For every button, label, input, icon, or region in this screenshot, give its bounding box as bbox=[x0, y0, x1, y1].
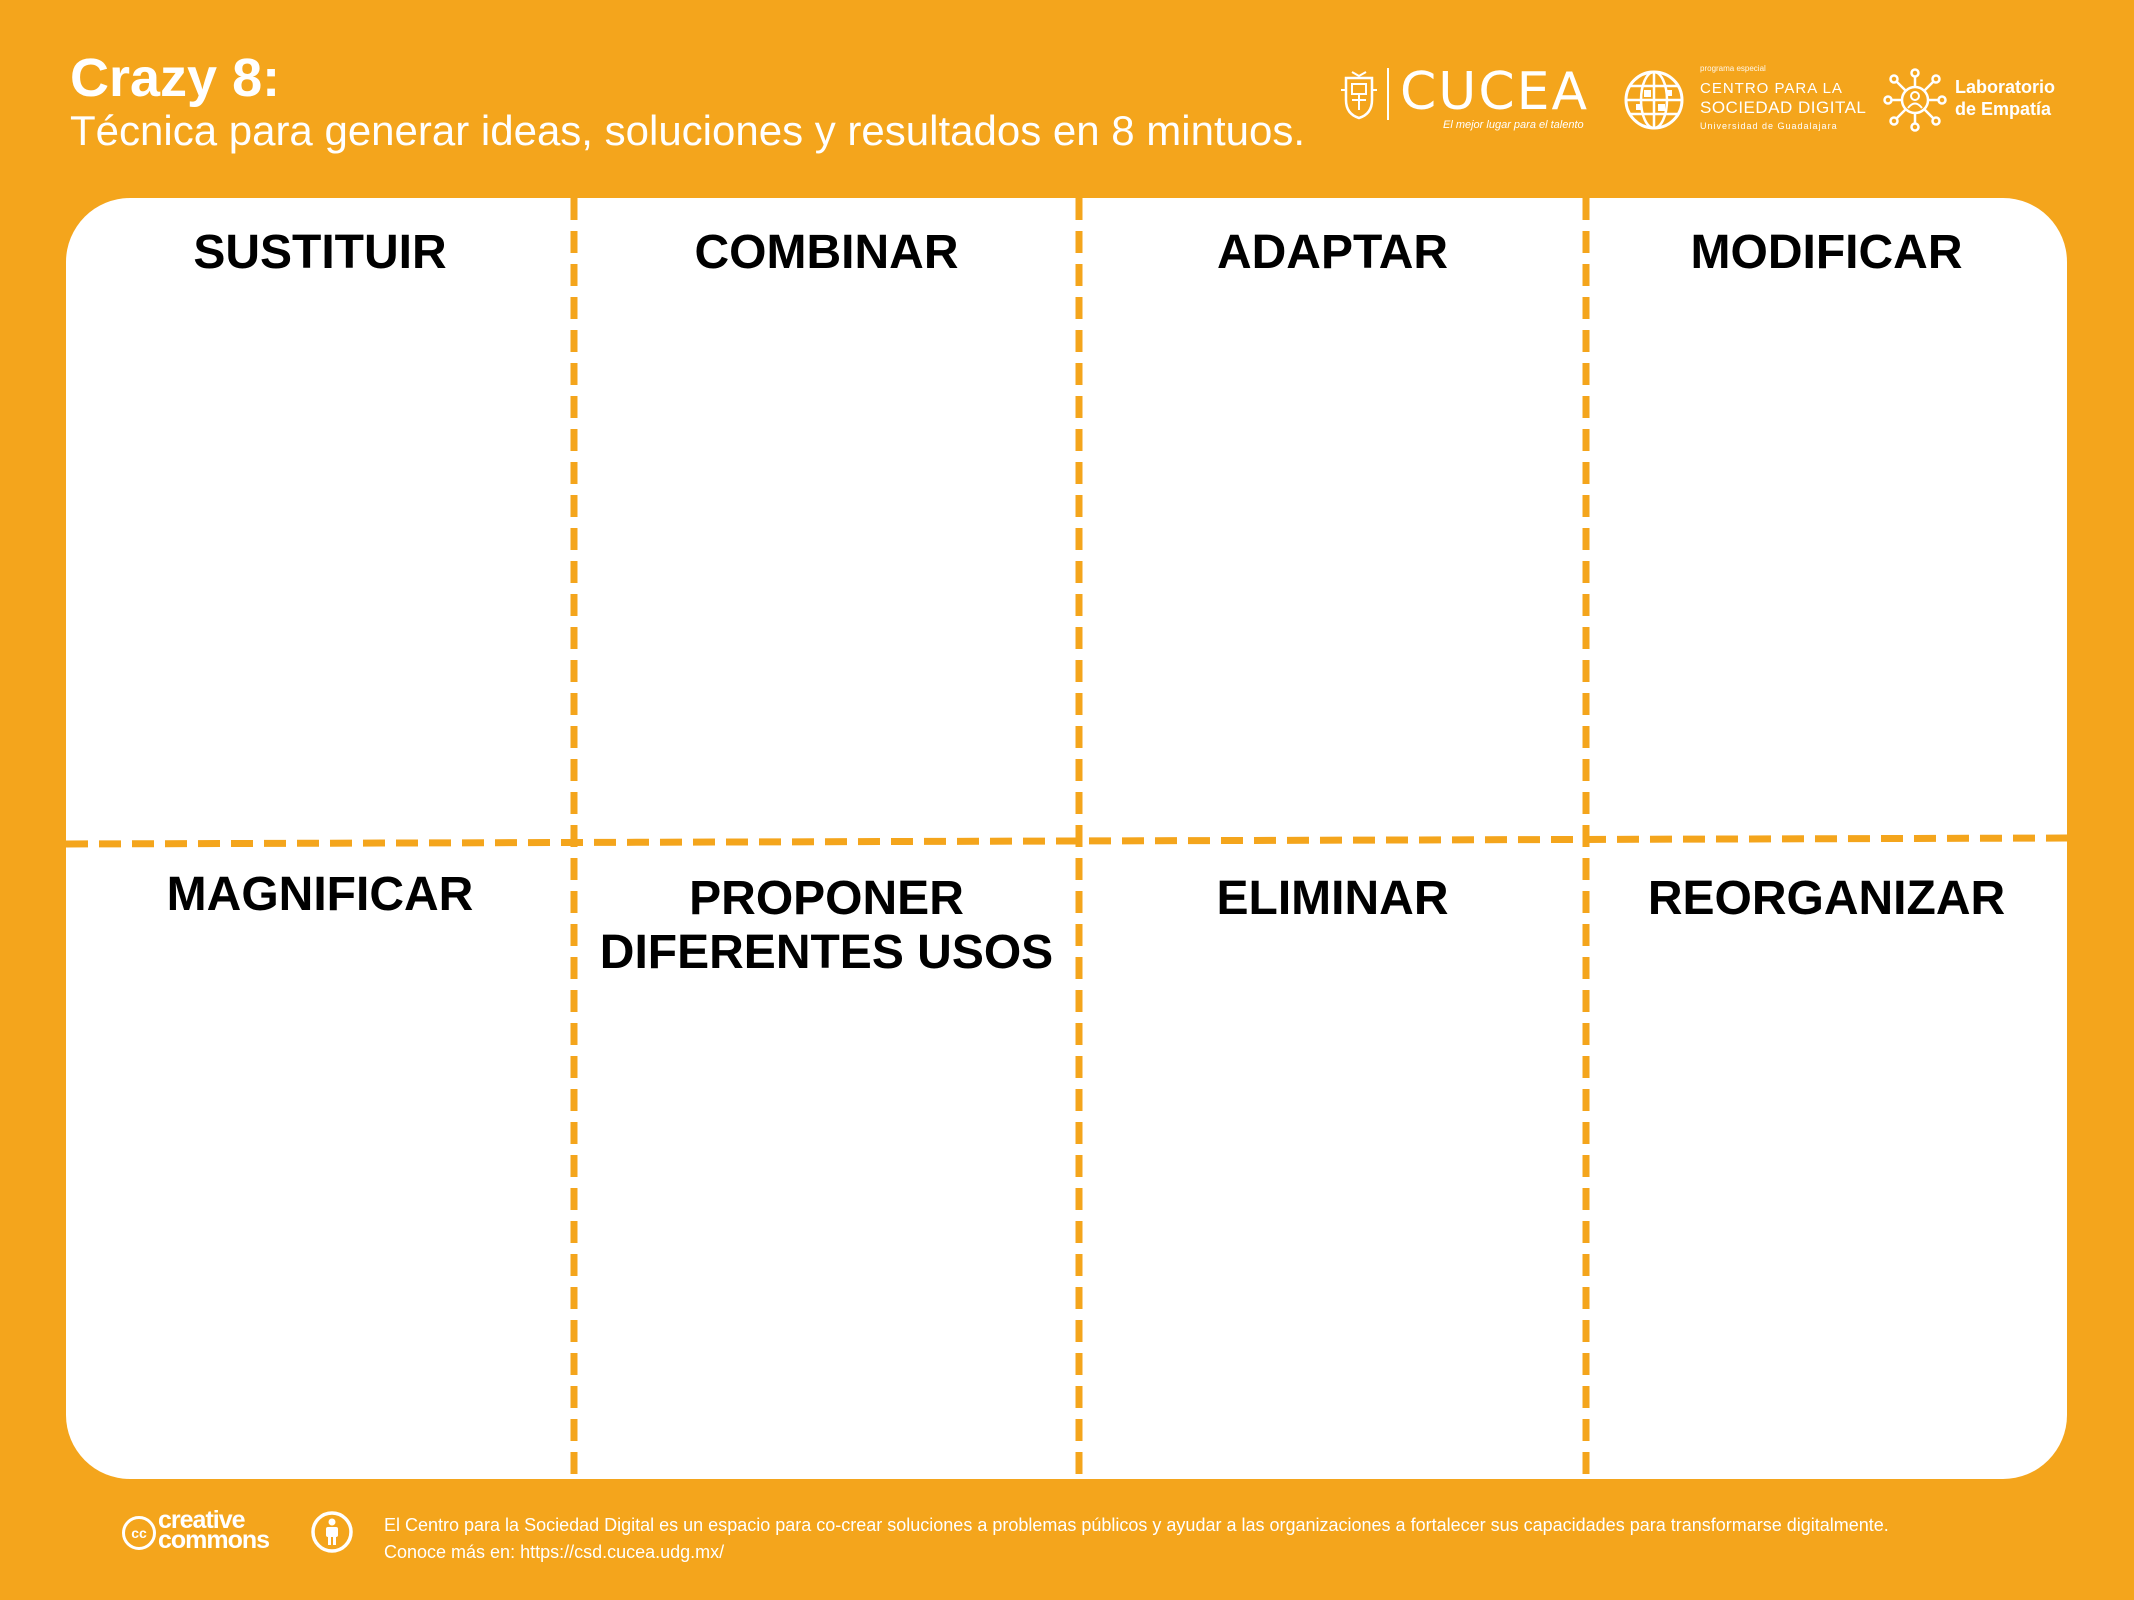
csd-name-line1: CENTRO PARA LA bbox=[1700, 80, 1843, 97]
logo-bar bbox=[1335, 62, 2075, 140]
cc-mark: cc bbox=[122, 1516, 156, 1550]
cell-label-adaptar: ADAPTAR bbox=[1216, 226, 1449, 279]
cell-label-proponer-line2: DIFERENTES USOS bbox=[599, 926, 1054, 979]
creative-commons-icon bbox=[120, 1508, 290, 1552]
csd-university: Universidad de Guadalajara bbox=[1700, 121, 1838, 131]
cucea-tagline: El mejor lugar para el talento bbox=[1443, 119, 1584, 131]
lab-line2: de Empatía bbox=[1955, 99, 2052, 119]
csd-name-line2: SOCIEDAD DIGITAL bbox=[1700, 98, 1867, 117]
cucea-emblem-icon bbox=[1340, 70, 1378, 120]
cell-label-modificar: MODIFICAR bbox=[1690, 226, 1963, 279]
grid-dividers bbox=[66, 198, 2067, 1479]
cell-label-sustituir: SUSTITUIR bbox=[193, 226, 447, 279]
attribution-icon bbox=[310, 1510, 354, 1554]
lab-logo-text bbox=[1955, 76, 2055, 120]
cell-label-proponer-line1: PROPONER bbox=[689, 872, 964, 925]
csd-small-label: programa especial bbox=[1700, 64, 1766, 73]
footer-description bbox=[384, 1512, 1889, 1566]
page-subtitle: Técnica para generar ideas, soluciones y resultados en 8 mintuos. bbox=[70, 107, 1306, 154]
cell-label-reorganizar: REORGANIZAR bbox=[1647, 872, 2006, 925]
cc-word-commons: commons bbox=[158, 1526, 270, 1554]
logo-separator bbox=[1387, 68, 1389, 120]
globe-icon bbox=[1622, 68, 1686, 132]
empathy-network-icon bbox=[1883, 68, 1947, 132]
footer-line1: El Centro para la Sociedad Digital es un espacio para co-crear soluciones a problemas públicos y ayudar a las organizaciones a fortalecer sus capacidades para transformarse digitalmente. bbox=[384, 1515, 1889, 1535]
divider-horizontal bbox=[66, 838, 2067, 844]
cell-label-magnificar: MAGNIFICAR bbox=[166, 868, 474, 921]
cucea-logo-text: CUCEA bbox=[1400, 62, 1590, 122]
cc-word-creative: creative bbox=[158, 1506, 245, 1534]
page-title: Crazy 8: bbox=[70, 48, 281, 108]
cell-label-proponer bbox=[574, 872, 1079, 980]
cell-label-eliminar: ELIMINAR bbox=[1216, 872, 1449, 925]
crazy8-board bbox=[66, 198, 2067, 1479]
cell-label-combinar: COMBINAR bbox=[694, 226, 959, 279]
footer-link[interactable]: Conoce más en: https://csd.cucea.udg.mx/ bbox=[384, 1542, 725, 1562]
lab-line1: Laboratorio bbox=[1955, 77, 2056, 97]
